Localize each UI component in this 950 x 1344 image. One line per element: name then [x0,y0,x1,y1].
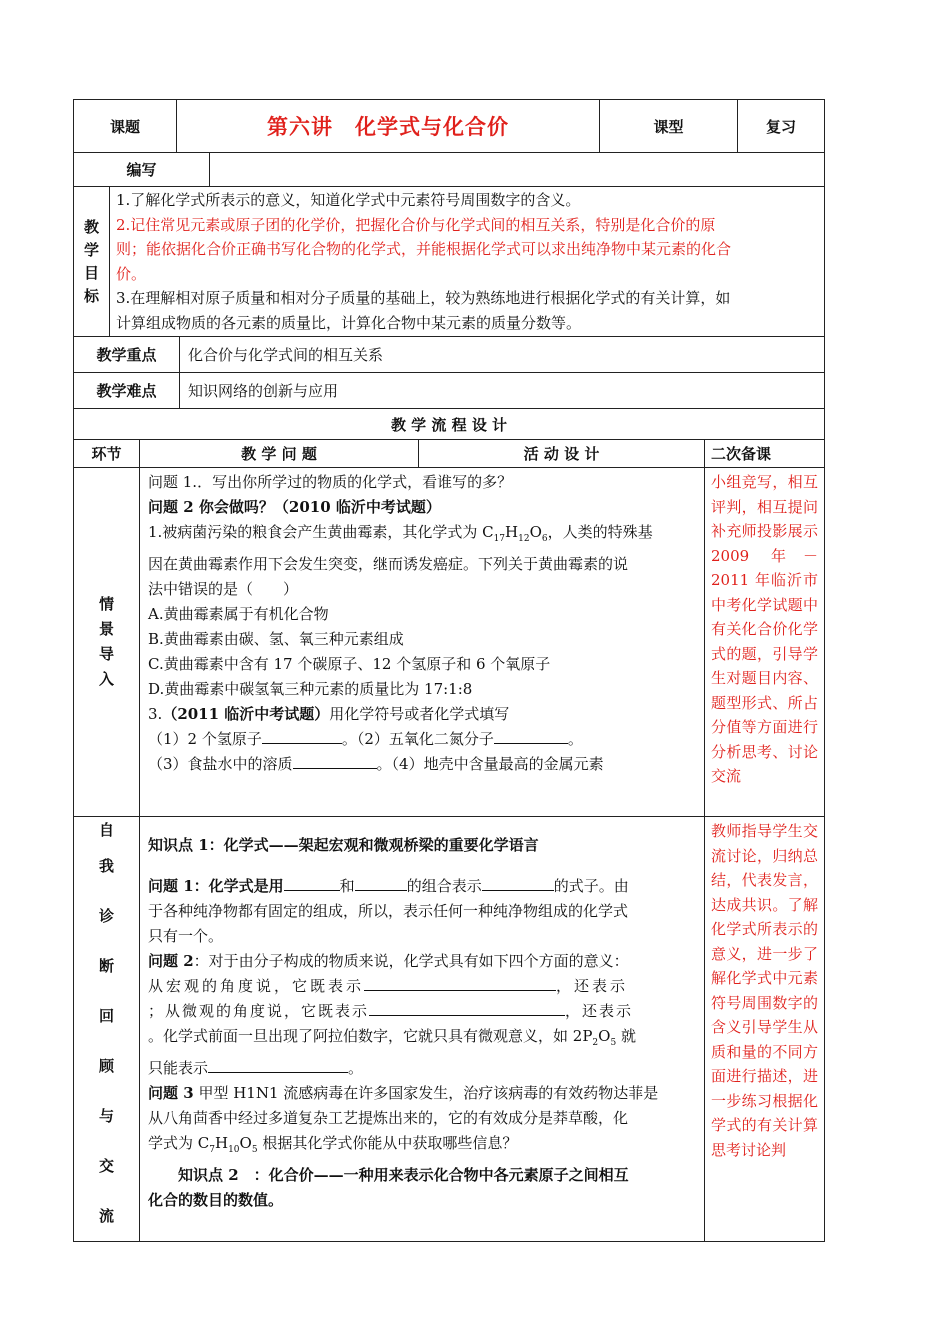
review-q2-line5: 只能表示 。 [148,1059,364,1077]
review-q1-line2: 于各种纯净物都有固定的组成，所以，表示任何一种纯净物组成的化学式 [148,902,629,920]
fill-line-2: （3）食盐水中的溶质 。（4）地壳中含量最高的金属元素 [148,755,604,773]
option-d: D.黄曲霉素中碳氢氧三种元素的质量比为 17:1:8 [148,680,473,698]
review-q3-line1: 问题 3 甲型 H1N1 流感病毒在许多国家发生，治疗该病毒的有效药物达菲是 [148,1084,659,1102]
option-b: B.黄曲霉素由碳、氢、氧三种元素组成 [148,630,404,648]
aflatoxin-line2: 因在黄曲霉素作用下会发生突变，继而诱发癌症。下列关于黄曲霉素的说 [148,555,629,573]
review-q2-line2: 从宏观的角度说，它既表示 ，还表示 [148,977,629,995]
key-point-label: 教学重点 [74,337,180,373]
option-a: A.黄曲霉素属于有机化合物 [148,605,329,623]
option-c: C.黄曲霉素中含有 17 个碳原子、12 个氢原子和 6 个氧原子 [148,655,551,673]
section-review-content [140,817,705,1242]
review-q3-line3: 学式为 $C_7H_{10}O_5$ 根据其化学式你能从中获取哪些信息？ [148,1134,518,1155]
objectives-label: 教 学 目 标 [74,187,110,337]
section-intro-notes: 小组竞写，相互评判，相互提问补充师投影展示 2009 年－2011 年临沂市中考化学试题中有关化合价化学式的题，引导学生对题目内容、题型形式、所占分值等方面进行分析思考、讨论交流 [705,468,825,817]
lesson-title: 第六讲 化学式与化合价 [177,100,600,153]
question-3: 3.（2011 临沂中考试题）用化学符号或者化学式填写 [148,705,510,723]
objective-2-line2: 则；能依据化合价正确书写化合物的化学式，并能根据化学式可以求出纯净物中某元素的化合 [116,240,732,258]
section-review-notes: 教师指导学生交流讨论，归纳总结，代表发言，达成共识。了解化学式所表示的意义，进一步了解化学式中元素符号周围数字的含义引导学生从质和量的不同方面进行描述，进一步练习根据化学式的有关计算思考讨论判 [705,817,825,1242]
objectives-table [73,186,825,409]
objective-1: 1.了解化学式所表示的意义，知道化学式中元素符号周围数字的含义。 [116,191,581,209]
flow-title: 教 学 流 程 设 计 [74,409,825,440]
aflatoxin-line3: 法中错误的是（ ） [148,580,299,598]
flow-table [73,408,825,1242]
intro-question-2: 问题 2 你会做吗？（2010 临沂中考试题） [148,498,441,516]
review-q1-line3: 只有一个。 [148,927,224,945]
difficulty-value: 知识网络的创新与应用 [180,373,825,409]
review-q1-line1: 问题 1：化学式是用 和 的组合表示 的式子。由 [148,877,629,895]
type-label: 课型 [600,100,738,153]
knowledge-point-2-line1: 知识点 2 ：化合价——一种用来表示化合物中各元素原子之间相互 [178,1166,629,1184]
lesson-plan-page [73,99,824,1242]
fill-line-1: （1）2 个氢原子 。（2）五氧化二氮分子 。 [148,730,583,748]
section-intro-content [140,468,705,817]
author-label: 编写 [74,153,210,187]
aflatoxin-line1: 1.被病菌污染的粮食会产生黄曲霉素，其化学式为 $C_{17}H_{12}O_6$，人类的特殊基 [148,523,653,544]
difficulty-label: 教学难点 [74,373,180,409]
knowledge-point-2-line2: 化合的数目的数值。 [148,1191,284,1209]
author-value [210,153,825,187]
section-intro-label: 情 景 导 入 [74,468,140,817]
objectives-content [110,187,825,337]
col-activity: 活 动 设 计 [419,440,705,468]
author-table [73,152,825,187]
header-table [73,99,825,153]
objective-3-line2: 计算组成物质的各元素的质量比，计算化合物中某元素的质量分数等。 [116,313,582,332]
topic-label: 课题 [74,100,177,153]
intro-question-1: 问题 1.．写出你所学过的物质的化学式，看谁写的多？ [148,473,513,491]
review-q3-line2: 从八角茴香中经过多道复杂工艺提炼出来的，它的有效成分是莽草酸，化 [148,1109,629,1127]
objective-2-line1: 2.记住常见元素或原子团的化学价，把握化合价与化学式间的相互关系，特别是化合价的原 [116,215,716,234]
type-value: 复习 [738,100,825,153]
review-q2-line4: 。化学式前面一旦出现了阿拉伯数字，它就只具有微观意义，如 $2P_2O_5$ 就 [148,1027,636,1048]
review-q2-line3: ；从微观的角度说，它既表示 ，还表示 [148,1002,634,1020]
objective-2-line3: 价。 [116,264,147,283]
section-review-label: 自 我 诊 断 回 顾 与 交 流 [74,817,140,1242]
knowledge-point-1: 知识点 1：化学式——架起宏观和微观桥梁的重要化学语言 [148,836,539,854]
review-q2-line1: 问题 2：对于由分子构成的物质来说，化学式具有如下四个方面的意义： [148,952,629,970]
objective-3-line1: 3.在理解相对原子质量和相对分子质量的基础上，较为熟练地进行根据化学式的有关计算，如 [116,289,731,307]
col-notes: 二次备课 [705,440,825,468]
key-point-value: 化合价与化学式间的相互关系 [180,337,825,373]
col-question: 教 学 问 题 [140,440,419,468]
col-stage: 环节 [74,440,140,468]
